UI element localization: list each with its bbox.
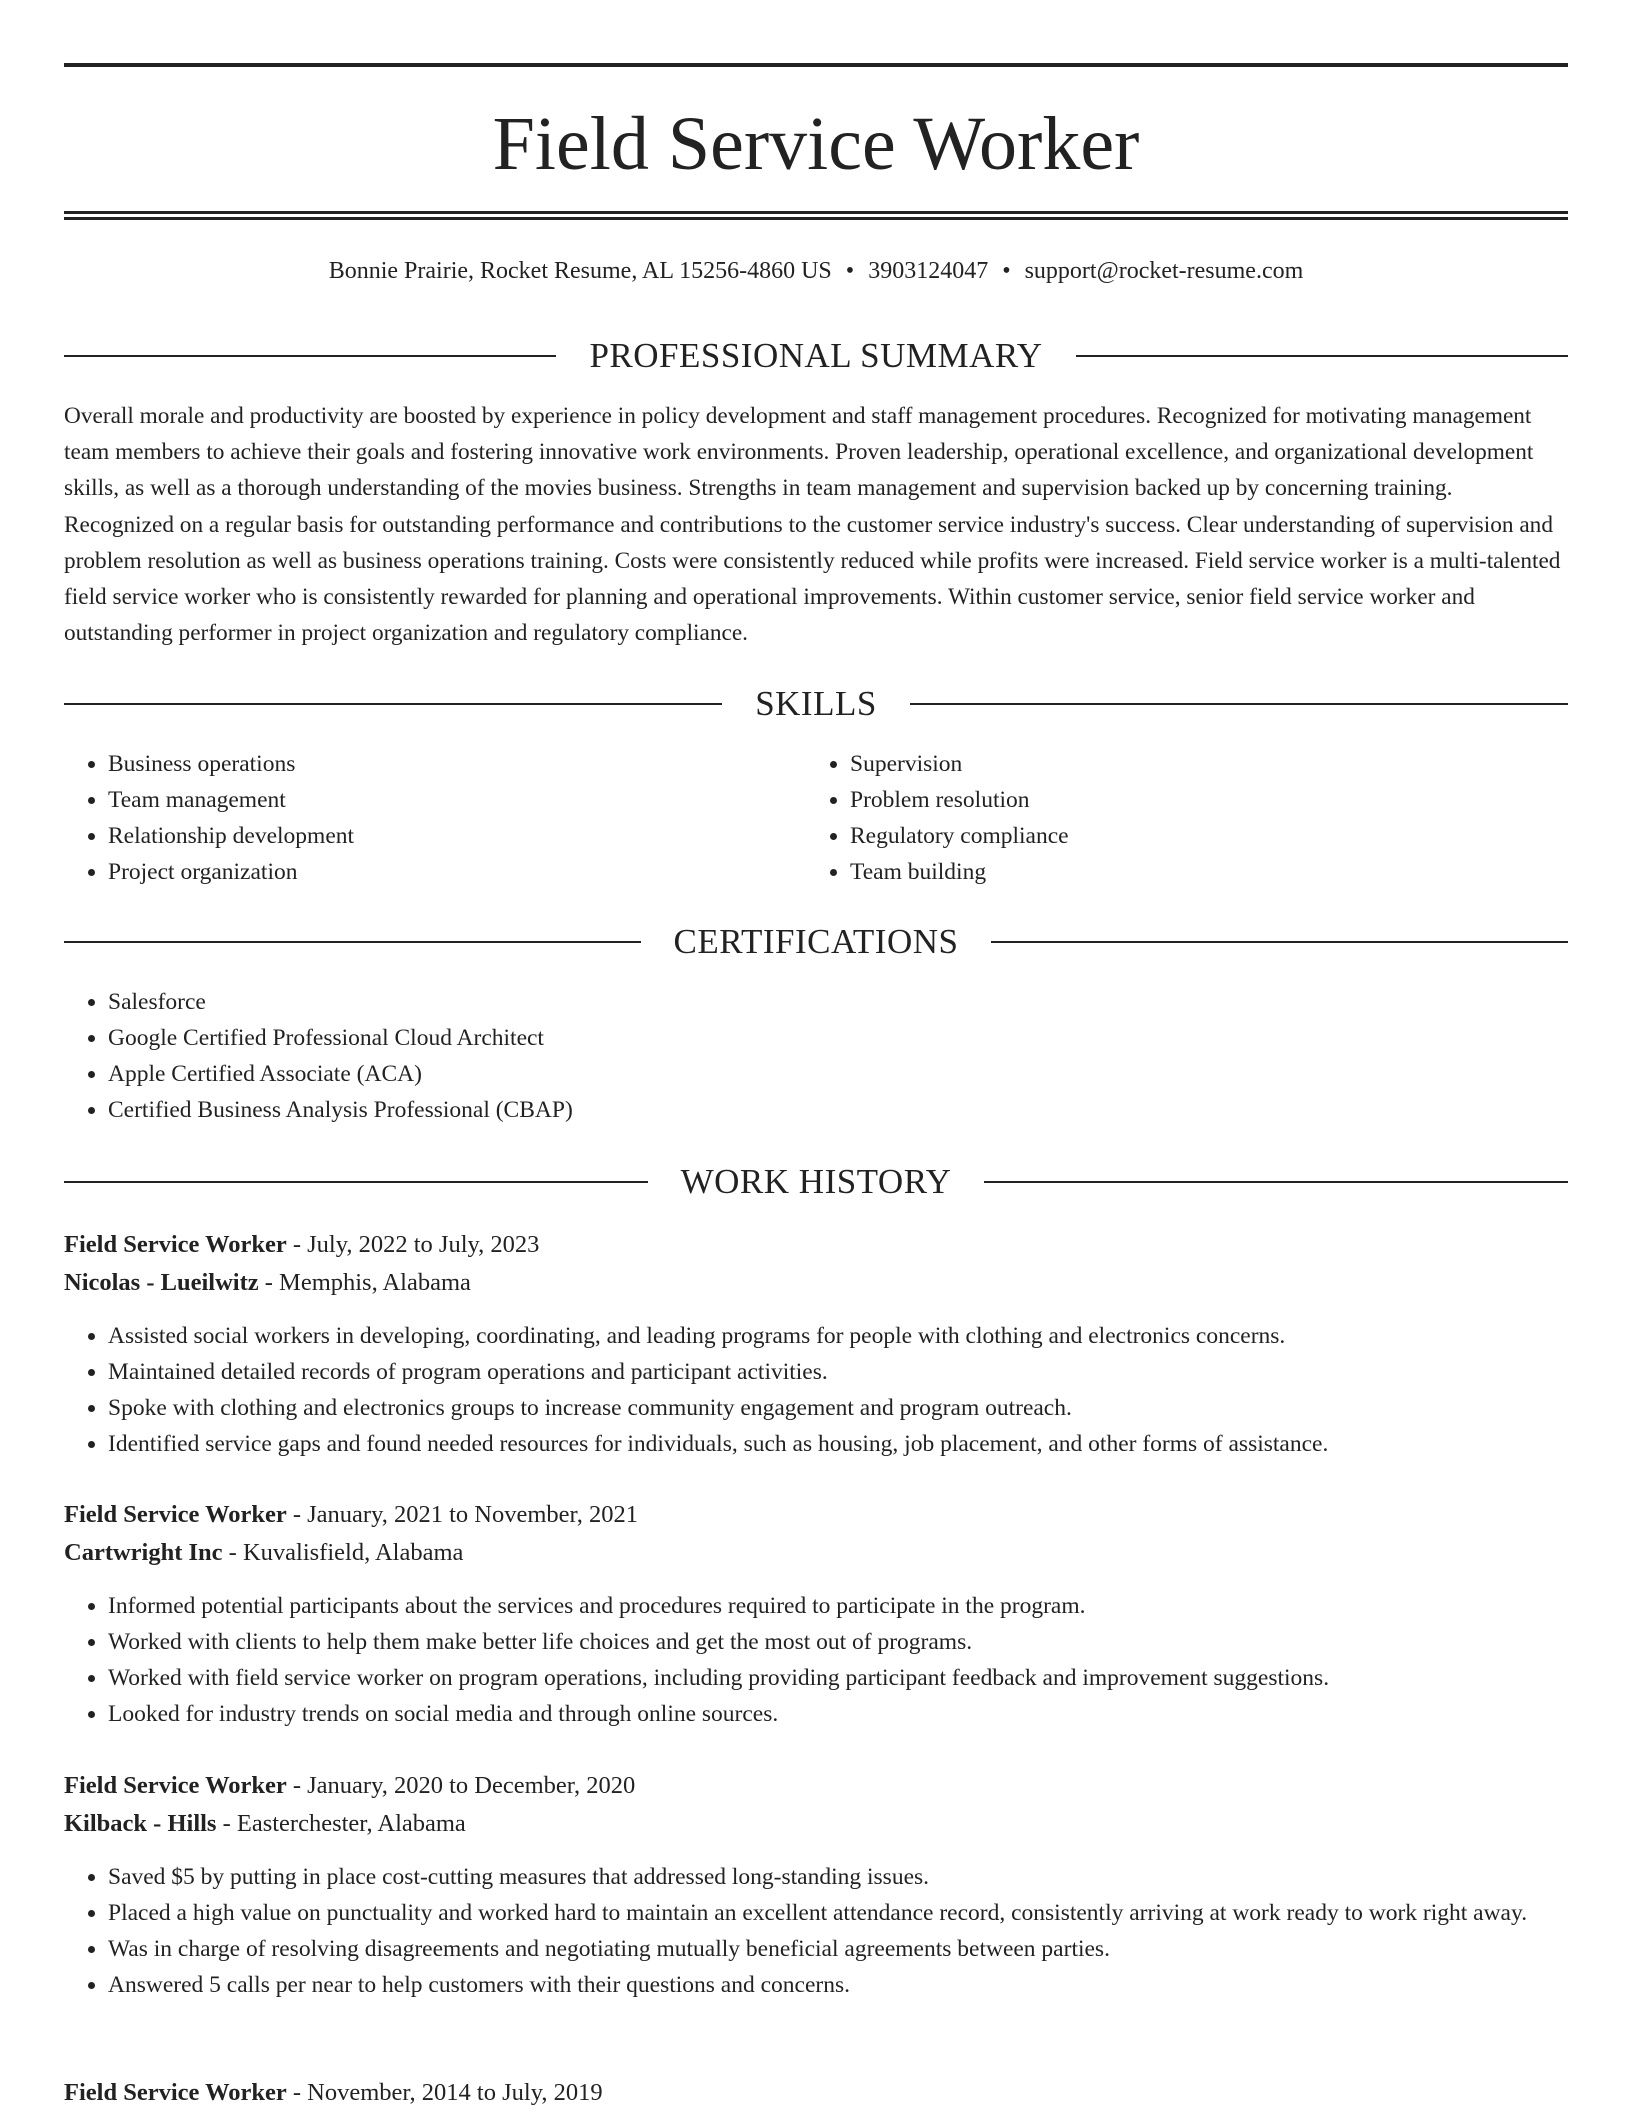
job-dates: - July, 2022 to July, 2023 [286, 1231, 540, 1258]
skill-item: • Team building [850, 854, 1548, 890]
certifications-title: CERTIFICATIONS [673, 922, 959, 961]
job-entry [64, 2074, 1568, 2112]
job-location: - Memphis, Alabama [258, 1269, 471, 1296]
heading-rule-right [984, 1181, 1568, 1183]
skills-title: SKILLS [755, 684, 877, 723]
skill-item: • Project organization [108, 854, 806, 890]
job-bullet: • Was in charge of resolving disagreements and negotiating mutually beneficial agreements between parties. [108, 1931, 1568, 1967]
job-title-line [64, 1496, 1568, 1534]
job-title-line [64, 1767, 1568, 1805]
contact-line [64, 252, 1568, 290]
job-bullet: • Saved $5 by putting in place cost-cutting measures that addressed long-standing issues. [108, 1859, 1568, 1895]
summary-text: Overall morale and productivity are boosted by experience in policy development and staff management procedures. Recognized for motivating management team members to achieve their goals and fostering innovative work environments. Proven leadership, operational excellence, and organizational development skills, as well as a thorough understanding of the movies business. Strengths in team management and supervision backed up by concerning training. Recognized on a regular basis for outstanding performance and contributions to the customer service industry's success. Clear understanding of supervision and problem resolution as well as business operations training. Costs were consistently reduced while profits were increased. Field service worker is a multi-talented field service worker who is consistently rewarded for planning and operational improvements. Within customer service, senior field service worker and outstanding performer in project organization and regulatory compliance. [64, 403, 1561, 647]
job-entry [64, 1496, 1568, 1732]
certification-item: • Apple Certified Associate (ACA) [108, 1056, 1568, 1092]
resume-header [64, 63, 1568, 224]
certifications-heading [64, 920, 1568, 964]
contact-separator: • [845, 258, 855, 284]
job-bullet: • Informed potential participants about the services and procedures required to participate in the program. [108, 1588, 1568, 1624]
job-company: Kilback - Hills [64, 1810, 217, 1837]
job-entry [64, 1767, 1568, 2003]
work-history-title: WORK HISTORY [680, 1162, 952, 1201]
job-company: Nicolas - Lueilwitz [64, 1269, 259, 1296]
summary-heading [64, 334, 1568, 378]
skill-item: • Team management [108, 782, 806, 818]
job-bullet: • Spoke with clothing and electronics groups to increase community engagement and program outreach. [108, 1390, 1568, 1426]
skills-list [64, 746, 1568, 890]
job-bullets [64, 1588, 1568, 1732]
certification-item: • Certified Business Analysis Professional (CBAP) [108, 1092, 1568, 1128]
heading-rule-right [910, 703, 1568, 705]
job-bullets [64, 1318, 1568, 1462]
header-double-rule [64, 211, 1568, 220]
job-company-line [64, 1805, 1568, 1843]
skills-column-right [806, 746, 1548, 890]
job-company: Cartwright Inc [64, 1539, 223, 1566]
contact-email: support@rocket-resume.com [1024, 258, 1304, 284]
certification-item: • Google Certified Professional Cloud Architect [108, 1020, 1568, 1056]
job-bullet: • Assisted social workers in developing, coordinating, and leading programs for people with clothing and electronics concerns. [108, 1318, 1568, 1354]
job-bullet: • Identified service gaps and found needed resources for individuals, such as housing, job placement, and other forms of assistance. [108, 1426, 1568, 1462]
contact-phone: 3903124047 [868, 258, 989, 284]
skill-item: • Supervision [850, 746, 1548, 782]
job-location: - Easterchester, Alabama [216, 1810, 466, 1837]
heading-rule-right [991, 941, 1568, 943]
candidate-name: Field Service Worker [492, 102, 1140, 186]
job-title-line [64, 2074, 1568, 2112]
heading-rule-left [64, 355, 556, 357]
job-bullet: • Worked with field service worker on program operations, including providing participant feedback and improvement suggestions. [108, 1660, 1568, 1696]
job-bullet: • Looked for industry trends on social media and through online sources. [108, 1696, 1568, 1732]
summary-title: PROFESSIONAL SUMMARY [589, 336, 1043, 375]
job-bullet: • Worked with clients to help them make better life choices and get the most out of programs. [108, 1624, 1568, 1660]
heading-rule-right [1076, 355, 1568, 357]
job-dates: - January, 2021 to November, 2021 [286, 1501, 638, 1528]
job-role: Field Service Worker [64, 1501, 287, 1528]
skill-item: • Business operations [108, 746, 806, 782]
skills-heading [64, 682, 1568, 726]
work-history-heading [64, 1160, 1568, 1204]
certification-item: • Salesforce [108, 984, 1568, 1020]
heading-rule-left [64, 1181, 648, 1183]
job-entry [64, 1226, 1568, 1462]
job-dates: - November, 2014 to July, 2019 [286, 2079, 603, 2106]
job-role: Field Service Worker [64, 2079, 287, 2106]
job-role: Field Service Worker [64, 1772, 287, 1799]
skill-item: • Regulatory compliance [850, 818, 1548, 854]
job-bullet: • Answered 5 calls per near to help customers with their questions and concerns. [108, 1967, 1568, 2003]
job-bullet: • Placed a high value on punctuality and worked hard to maintain an excellent attendance record, consistently arriving at work ready to work right away. [108, 1895, 1568, 1931]
job-bullet: • Maintained detailed records of program operations and participant activities. [108, 1354, 1568, 1390]
job-dates: - January, 2020 to December, 2020 [286, 1772, 636, 1799]
contact-address: Bonnie Prairie, Rocket Resume, AL 15256-4860 US [328, 258, 832, 284]
heading-rule-left [64, 703, 722, 705]
job-location: - Kuvalisfield, Alabama [222, 1539, 464, 1566]
certifications-list [64, 984, 1568, 1128]
skill-item: • Problem resolution [850, 782, 1548, 818]
job-title-line [64, 1226, 1568, 1264]
job-bullets [64, 1859, 1568, 2003]
skill-item: • Relationship development [108, 818, 806, 854]
job-company-line [64, 1264, 1568, 1302]
job-role: Field Service Worker [64, 1231, 287, 1258]
job-company-line [64, 1534, 1568, 1572]
heading-rule-left [64, 941, 641, 943]
skills-column-left [64, 746, 806, 890]
contact-separator: • [1002, 258, 1011, 284]
